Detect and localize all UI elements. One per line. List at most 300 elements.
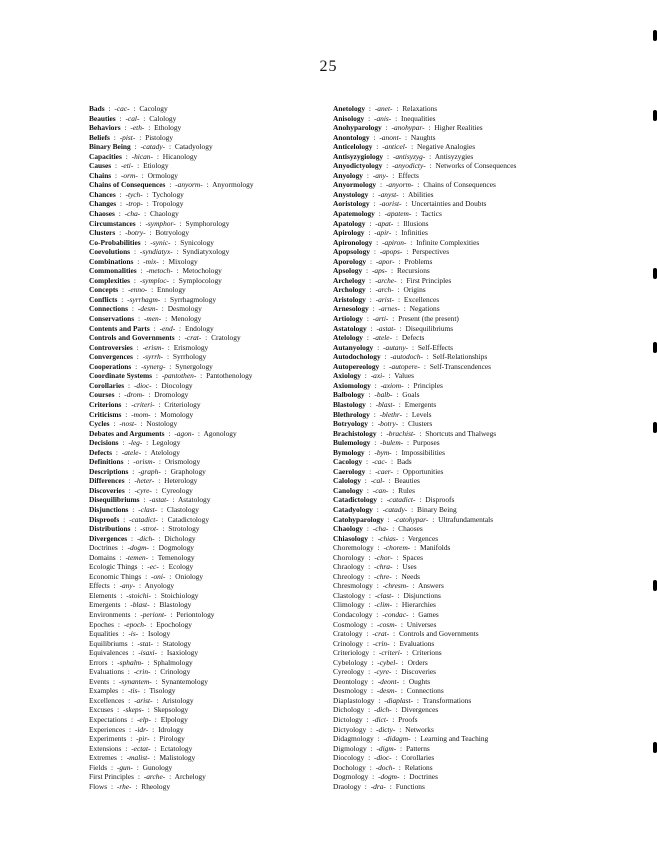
entry-root: -synerg- bbox=[141, 361, 166, 371]
entry-gloss: Ultrafundamentals bbox=[438, 514, 494, 524]
entry-gloss: Bads bbox=[396, 457, 412, 467]
entry-root: -temen- bbox=[125, 552, 149, 562]
index-entry bbox=[89, 620, 339, 630]
index-entry bbox=[89, 343, 339, 353]
entry-root: -blast- bbox=[375, 399, 395, 409]
entry-gloss: Networks bbox=[405, 724, 434, 734]
entry-gloss: Syrrhagmology bbox=[170, 294, 217, 304]
entry-separator: : bbox=[392, 524, 395, 534]
entry-separator: : bbox=[167, 342, 170, 352]
entry-root: -arch- bbox=[375, 285, 394, 295]
entry-separator: : bbox=[369, 466, 372, 476]
index-entry bbox=[333, 610, 633, 620]
index-entry bbox=[333, 467, 633, 477]
entry-root: -anet- bbox=[374, 104, 393, 113]
entry-term: Blastology bbox=[333, 399, 366, 409]
entry-term: Beauties bbox=[89, 113, 116, 123]
entry-separator: : bbox=[388, 476, 391, 486]
entry-separator: : bbox=[397, 218, 400, 228]
entry-gloss: Statology bbox=[162, 638, 192, 648]
entry-root: -epoch- bbox=[123, 619, 147, 629]
entry-gloss: First Principles bbox=[406, 275, 452, 285]
index-entry bbox=[89, 677, 339, 687]
entry-root: -autany- bbox=[383, 342, 409, 352]
entry-root: -atele- bbox=[372, 333, 393, 343]
entry-separator: : bbox=[368, 552, 371, 562]
entry-separator: : bbox=[369, 285, 372, 295]
entry-gloss: Oniology bbox=[175, 571, 204, 581]
entry-separator: : bbox=[122, 438, 125, 448]
entry-root: -desm- bbox=[137, 304, 158, 314]
entry-separator: : bbox=[393, 638, 396, 648]
entry-separator: : bbox=[141, 170, 144, 180]
entry-separator: : bbox=[429, 151, 432, 161]
entry-separator: : bbox=[366, 524, 369, 534]
entry-separator: : bbox=[398, 256, 401, 266]
entry-gloss: Chaology bbox=[150, 209, 179, 219]
entry-separator: : bbox=[162, 562, 165, 572]
entry-separator: : bbox=[376, 504, 379, 514]
entry-separator: : bbox=[176, 266, 179, 276]
index-entry bbox=[333, 534, 633, 544]
entry-term: Bads bbox=[89, 104, 105, 113]
entry-term: Concepts bbox=[89, 285, 119, 295]
entry-root: -apiron- bbox=[382, 237, 407, 247]
entry-term: Cyreology bbox=[333, 667, 365, 677]
entry-term: Anticelology bbox=[333, 142, 373, 152]
entry-gloss: Abilities bbox=[408, 189, 434, 199]
index-entry bbox=[89, 104, 339, 114]
entry-separator: : bbox=[373, 409, 376, 419]
entry-term: Apirology bbox=[333, 228, 365, 238]
entry-separator: : bbox=[144, 237, 147, 247]
entry-term: Descriptions bbox=[89, 466, 129, 476]
binding-mark bbox=[653, 580, 657, 591]
entry-separator: : bbox=[143, 495, 146, 505]
entry-separator: : bbox=[412, 609, 415, 619]
entry-separator: : bbox=[386, 161, 389, 171]
entry-root: -aps- bbox=[371, 266, 388, 276]
entry-separator: : bbox=[395, 447, 398, 457]
entry-root: -cal- bbox=[370, 476, 385, 486]
entry-separator: : bbox=[155, 676, 158, 686]
entry-gloss: Self-Relationships bbox=[432, 352, 488, 362]
entry-term: Anetology bbox=[333, 104, 366, 113]
entry-root: -cyre- bbox=[373, 667, 392, 677]
entry-separator: : bbox=[404, 132, 408, 142]
entry-separator: : bbox=[133, 247, 136, 257]
entry-term: Extremes bbox=[89, 753, 117, 763]
entry-root: -any- bbox=[372, 170, 389, 180]
index-entry bbox=[333, 180, 633, 190]
entry-gloss: Legology bbox=[152, 438, 181, 448]
entry-term: Calology bbox=[333, 476, 361, 486]
entry-separator: : bbox=[178, 333, 181, 343]
entry-separator: : bbox=[392, 170, 395, 180]
entry-term: Dochology bbox=[333, 762, 366, 772]
entry-separator: : bbox=[139, 132, 142, 142]
entry-term: Binary Being bbox=[89, 142, 131, 152]
entry-separator: : bbox=[366, 457, 369, 467]
entry-separator: : bbox=[139, 218, 142, 228]
entry-root: -nost- bbox=[119, 419, 137, 429]
entry-gloss: Heterology bbox=[164, 476, 198, 486]
index-entry bbox=[89, 534, 339, 544]
entry-term: Climology bbox=[333, 600, 365, 610]
entry-root: -heter- bbox=[134, 476, 155, 486]
entry-term: Equivalences bbox=[89, 648, 129, 658]
entry-gloss: Learning and Teaching bbox=[420, 734, 489, 744]
entry-separator: : bbox=[400, 686, 403, 696]
entry-gloss: Diocology bbox=[161, 380, 193, 390]
entry-root: -anticel- bbox=[382, 142, 408, 152]
entry-separator: : bbox=[156, 695, 159, 705]
entry-gloss: Problems bbox=[404, 256, 433, 266]
entry-root: -gun- bbox=[116, 762, 133, 772]
entry-root: -ectat- bbox=[131, 743, 151, 753]
entry-separator: : bbox=[156, 638, 159, 648]
entry-separator: : bbox=[137, 161, 140, 171]
entry-gloss: Sphalmology bbox=[153, 657, 193, 667]
entry-root: -caer- bbox=[375, 466, 393, 476]
entry-term: Arnesology bbox=[333, 304, 369, 314]
entry-root: -balb- bbox=[374, 390, 393, 400]
entry-separator: : bbox=[122, 285, 125, 295]
index-entry bbox=[333, 352, 633, 362]
entry-separator: : bbox=[400, 743, 403, 753]
entry-gloss: Elpology bbox=[160, 715, 188, 724]
entry-root: -crin- bbox=[372, 638, 390, 648]
entry-separator: : bbox=[399, 724, 402, 734]
entry-term: Chreology bbox=[333, 571, 365, 581]
entry-term: Apatemology bbox=[333, 209, 375, 219]
entry-gloss: Stoichiology bbox=[160, 590, 199, 600]
index-entry bbox=[333, 515, 633, 525]
entry-gloss: Mixology bbox=[168, 256, 198, 266]
index-entry bbox=[89, 285, 339, 295]
entry-separator: : bbox=[405, 409, 408, 419]
entry-separator: : bbox=[395, 600, 398, 610]
entry-gloss: Synicology bbox=[180, 237, 214, 247]
entry-term: Extensions bbox=[89, 743, 122, 753]
entry-gloss: Catadictology bbox=[167, 514, 210, 524]
entry-root: -metoch- bbox=[146, 266, 173, 276]
index-entry bbox=[333, 782, 633, 792]
index-entry bbox=[333, 152, 633, 162]
entry-separator: : bbox=[111, 657, 114, 667]
entry-term: Brachistology bbox=[333, 428, 377, 438]
entry-separator: : bbox=[402, 189, 405, 199]
entry-root: -arche- bbox=[375, 275, 397, 285]
entry-term: Domains bbox=[89, 552, 116, 562]
entry-separator: : bbox=[128, 476, 131, 486]
entry-separator: : bbox=[132, 648, 135, 658]
index-entry bbox=[89, 658, 339, 668]
binding-mark bbox=[653, 422, 657, 433]
index-entry bbox=[333, 276, 633, 286]
entry-gloss: Present (the present) bbox=[398, 314, 459, 324]
entry-root: -catady- bbox=[140, 142, 166, 152]
entry-gloss: Universes bbox=[406, 619, 437, 629]
index-entry bbox=[89, 257, 339, 267]
index-entry bbox=[333, 696, 633, 706]
entry-separator: : bbox=[124, 600, 127, 610]
entry-gloss: Symplocology bbox=[178, 275, 222, 285]
entry-gloss: Self-Transcendences bbox=[429, 361, 492, 371]
entry-gloss: Proofs bbox=[398, 715, 418, 724]
entry-term: Cacology bbox=[333, 457, 363, 467]
entry-root: -axiom- bbox=[380, 380, 404, 390]
entry-separator: : bbox=[390, 457, 394, 467]
index-entry bbox=[333, 362, 633, 372]
entry-separator: : bbox=[371, 419, 374, 429]
entry-term: Chresmology bbox=[333, 581, 373, 591]
entry-separator: : bbox=[155, 485, 158, 495]
entry-term: Criteriology bbox=[333, 648, 370, 658]
entry-gloss: Cacology bbox=[139, 104, 168, 113]
entry-gloss: Orders bbox=[407, 657, 428, 667]
entry-gloss: Divergences bbox=[401, 705, 439, 715]
index-entry bbox=[333, 639, 633, 649]
entry-separator: : bbox=[366, 314, 369, 324]
index-entry bbox=[89, 276, 339, 286]
index-entry bbox=[89, 228, 339, 238]
entry-gloss: Ecology bbox=[168, 562, 194, 572]
entry-separator: : bbox=[134, 524, 137, 534]
entry-separator: : bbox=[374, 438, 377, 448]
entry-gloss: Opportunities bbox=[402, 466, 444, 476]
entry-separator: : bbox=[370, 724, 373, 734]
entry-separator: : bbox=[119, 552, 122, 562]
entry-separator: : bbox=[376, 142, 379, 152]
entry-root: -dich- bbox=[136, 533, 155, 543]
entry-separator: : bbox=[125, 743, 128, 753]
entry-term: Coevolutions bbox=[89, 247, 131, 257]
index-entry bbox=[333, 133, 633, 143]
entry-separator: : bbox=[154, 409, 157, 419]
entry-root: -didagm- bbox=[383, 734, 411, 744]
entry-separator: : bbox=[136, 762, 139, 772]
entry-root: -clim- bbox=[374, 600, 393, 610]
entry-separator: : bbox=[377, 734, 380, 744]
entry-separator: : bbox=[147, 657, 150, 667]
entry-term: Anyormology bbox=[333, 180, 377, 190]
entry-root: -stoichi- bbox=[126, 590, 151, 600]
index-entry bbox=[333, 238, 633, 248]
index-entry bbox=[89, 562, 339, 572]
entry-separator: : bbox=[384, 352, 387, 362]
entry-gloss: Infinities bbox=[401, 228, 428, 238]
entry-separator: : bbox=[128, 380, 131, 390]
entry-term: Apatology bbox=[333, 218, 366, 228]
entry-separator: : bbox=[392, 715, 395, 724]
entry-term: Experiments bbox=[89, 734, 127, 744]
entry-separator: : bbox=[393, 629, 396, 639]
entry-separator: : bbox=[376, 581, 379, 591]
entry-term: Disjunctions bbox=[89, 504, 129, 514]
entry-term: Desmology bbox=[333, 686, 368, 696]
entry-separator: : bbox=[179, 218, 182, 228]
index-entry bbox=[89, 190, 339, 200]
entry-separator: : bbox=[153, 600, 156, 610]
index-entry bbox=[333, 295, 633, 305]
entry-term: Conservations bbox=[89, 314, 135, 324]
index-entry bbox=[333, 438, 633, 448]
index-entry bbox=[89, 400, 339, 410]
entry-gloss: Needs bbox=[401, 571, 421, 581]
entry-gloss: Strotology bbox=[168, 524, 200, 534]
entry-separator: : bbox=[143, 686, 146, 696]
entry-term: Decisions bbox=[89, 438, 119, 448]
entry-separator: : bbox=[152, 724, 155, 734]
entry-separator: : bbox=[155, 380, 158, 390]
index-entry bbox=[333, 457, 633, 467]
entry-root: -desm- bbox=[376, 686, 397, 696]
entry-root: -cha- bbox=[124, 209, 141, 219]
entry-separator: : bbox=[364, 371, 367, 381]
index-entry bbox=[89, 648, 339, 658]
index-entry bbox=[89, 438, 339, 448]
entry-term: Definitions bbox=[89, 457, 124, 467]
entry-separator: : bbox=[387, 514, 390, 524]
entry-term: Criterions bbox=[89, 399, 122, 409]
entry-separator: : bbox=[161, 514, 164, 524]
entry-term: Catadyology bbox=[333, 504, 373, 514]
entry-separator: : bbox=[161, 304, 164, 314]
index-entry bbox=[333, 419, 633, 429]
index-entry bbox=[333, 734, 633, 744]
entry-term: Digmology bbox=[333, 743, 367, 753]
index-entry bbox=[89, 705, 339, 715]
entry-separator: : bbox=[395, 228, 398, 238]
entry-separator: : bbox=[371, 533, 374, 543]
index-entry bbox=[89, 591, 339, 601]
entry-term: Connections bbox=[89, 304, 129, 314]
entry-separator: : bbox=[158, 533, 161, 543]
entry-term: Fields bbox=[89, 762, 108, 772]
entry-root: -anyorm- bbox=[385, 180, 414, 190]
entry-gloss: Negations bbox=[409, 304, 440, 314]
entry-root: -syndiatyx- bbox=[139, 247, 173, 257]
entry-gloss: Synergology bbox=[175, 361, 213, 371]
entry-separator: : bbox=[151, 552, 154, 562]
entry-gloss: Archelogy bbox=[174, 772, 206, 782]
entry-separator: : bbox=[115, 447, 118, 457]
entry-separator: : bbox=[369, 275, 372, 285]
entry-term: Cybelology bbox=[333, 657, 368, 667]
entry-term: Defects bbox=[89, 447, 112, 457]
entry-root: -leg- bbox=[128, 438, 143, 448]
entry-separator: : bbox=[380, 428, 383, 438]
index-entry bbox=[89, 429, 339, 439]
index-entry bbox=[333, 390, 633, 400]
entry-separator: : bbox=[113, 419, 116, 429]
entry-separator: : bbox=[369, 399, 372, 409]
entry-separator: : bbox=[120, 753, 123, 763]
entry-term: Doctrines bbox=[89, 543, 118, 553]
entry-root: -apatem- bbox=[384, 209, 412, 219]
entry-gloss: Synantemology bbox=[161, 676, 208, 686]
entry-term: Anisology bbox=[333, 113, 365, 123]
entry-gloss: Aristology bbox=[161, 695, 194, 705]
entry-root: -astat- bbox=[376, 323, 396, 333]
entry-separator: : bbox=[122, 629, 125, 639]
entry-term: Condacology bbox=[333, 609, 373, 619]
entry-separator: : bbox=[168, 142, 172, 152]
entry-separator: : bbox=[385, 123, 388, 133]
entry-separator: : bbox=[160, 504, 164, 514]
entry-gloss: Relaxations bbox=[402, 104, 438, 113]
entry-separator: : bbox=[158, 457, 161, 467]
entry-term: Corollaries bbox=[89, 380, 125, 390]
entry-root: -axi- bbox=[370, 371, 385, 381]
entry-separator: : bbox=[137, 772, 140, 782]
entry-term: Diaplastology bbox=[333, 695, 375, 705]
entry-separator: : bbox=[156, 151, 159, 161]
entry-term: Emergents bbox=[89, 600, 121, 610]
index-entry bbox=[333, 448, 633, 458]
entry-root: -cha- bbox=[372, 524, 389, 534]
entry-separator: : bbox=[138, 314, 141, 324]
index-entry bbox=[333, 343, 633, 353]
entry-term: Coordinate Systems bbox=[89, 371, 153, 381]
entry-gloss: Pirology bbox=[159, 734, 185, 744]
entry-separator: : bbox=[154, 590, 157, 600]
entry-root: -drom- bbox=[124, 390, 145, 400]
entry-gloss: Doctrines bbox=[409, 772, 438, 782]
entry-gloss: Criterions bbox=[412, 648, 442, 658]
index-entry bbox=[89, 686, 339, 696]
index-entry bbox=[89, 696, 339, 706]
entry-gloss: Desmology bbox=[167, 304, 202, 314]
entry-separator: : bbox=[145, 571, 148, 581]
entry-gloss: Levels bbox=[411, 409, 432, 419]
index-entry bbox=[89, 467, 339, 477]
entry-separator: : bbox=[366, 629, 369, 639]
entry-term: Complexities bbox=[89, 275, 131, 285]
index-entry bbox=[333, 495, 633, 505]
entry-separator: : bbox=[127, 457, 130, 467]
entry-gloss: Chaoses bbox=[398, 524, 423, 534]
entry-term: Combinations bbox=[89, 256, 134, 266]
entry-gloss: Tactics bbox=[421, 209, 442, 219]
entry-separator: : bbox=[378, 209, 381, 219]
index-entry bbox=[89, 629, 339, 639]
entry-root: -anyorm- bbox=[175, 180, 203, 190]
entry-term: Choremology bbox=[333, 543, 374, 553]
index-entry bbox=[89, 180, 339, 190]
index-entry bbox=[333, 686, 633, 696]
entry-separator: : bbox=[368, 447, 371, 457]
entry-root: -astat- bbox=[149, 495, 169, 505]
entry-term: Convergences bbox=[89, 352, 133, 362]
entry-separator: : bbox=[411, 504, 414, 514]
entry-separator: : bbox=[155, 371, 158, 381]
index-entry bbox=[333, 725, 633, 735]
index-entry bbox=[89, 505, 339, 515]
entry-separator: : bbox=[205, 333, 208, 343]
entry-separator: : bbox=[154, 667, 157, 677]
entry-separator: : bbox=[366, 266, 369, 276]
entry-gloss: Ennology bbox=[157, 285, 186, 295]
entry-gloss: Metochology bbox=[182, 266, 222, 276]
entry-gloss: Pistology bbox=[145, 132, 174, 142]
entry-separator: : bbox=[415, 209, 418, 219]
index-entry bbox=[333, 171, 633, 181]
entry-root: -catohypar- bbox=[393, 514, 429, 524]
binding-mark bbox=[653, 742, 657, 753]
entry-separator: : bbox=[160, 648, 163, 658]
